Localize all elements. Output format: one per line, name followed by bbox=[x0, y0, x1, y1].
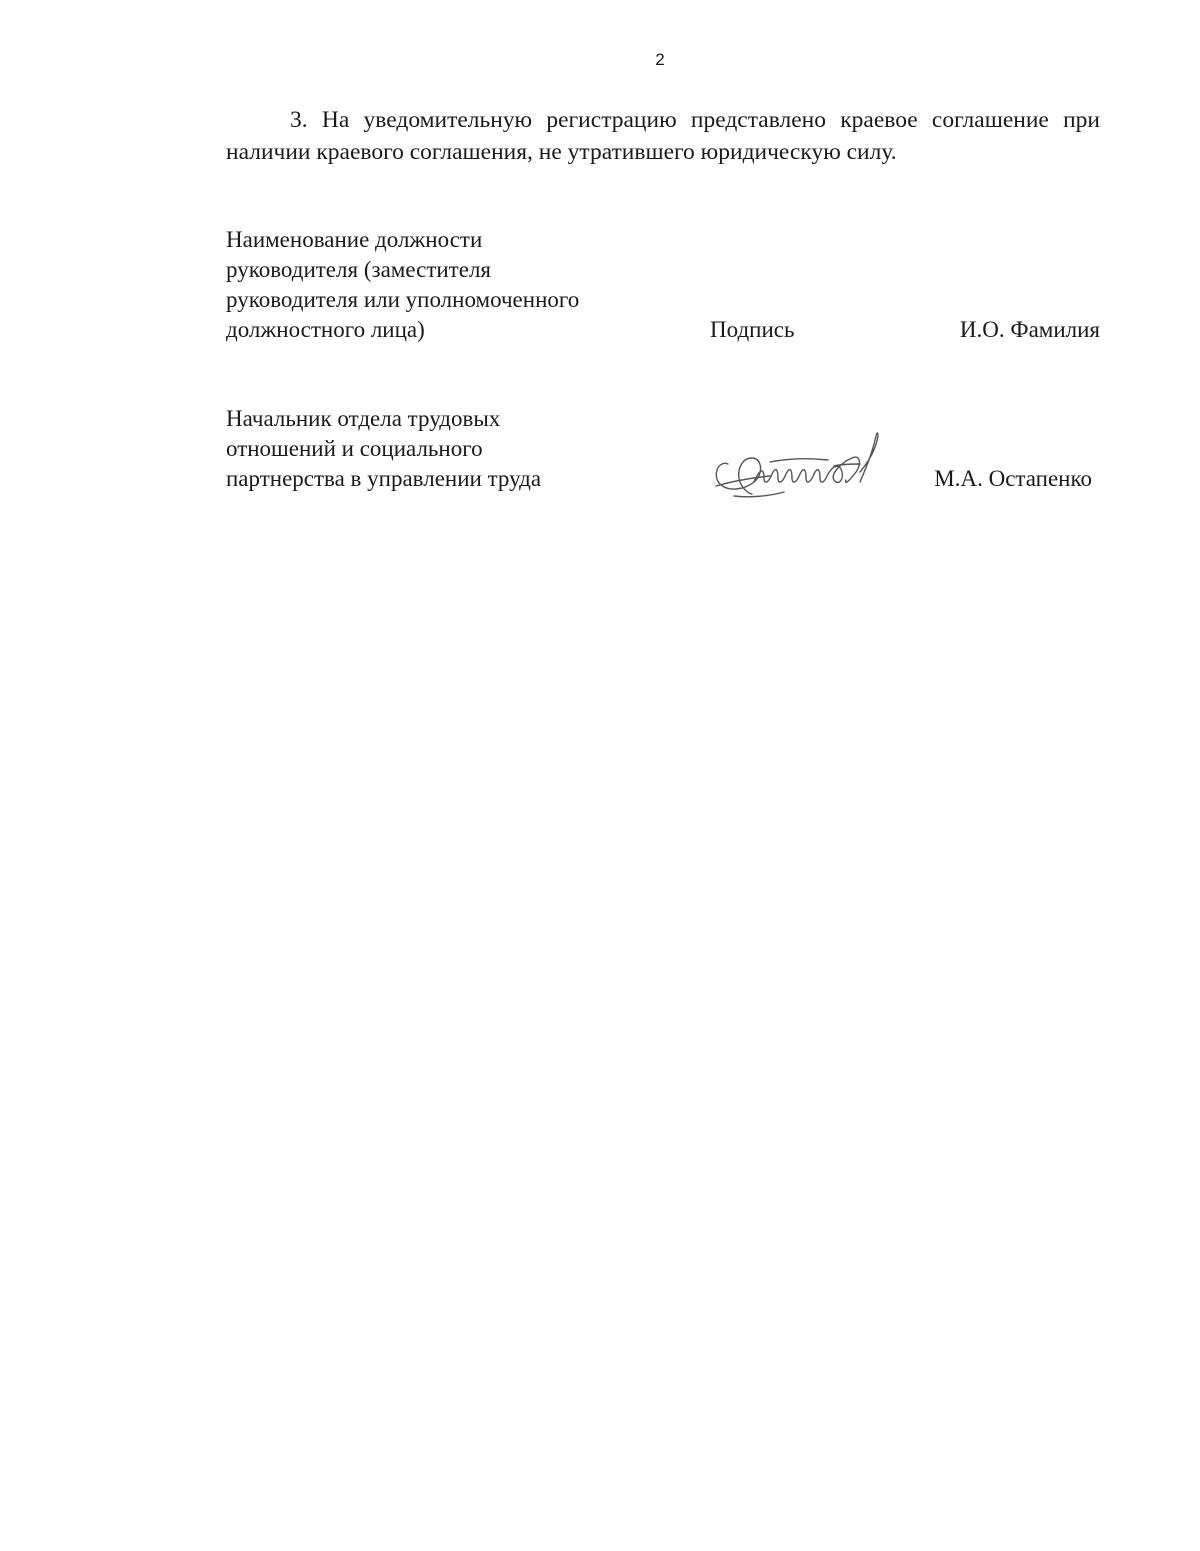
position-title-line: руководителя (заместителя bbox=[226, 257, 491, 282]
position-title-line: Наименование должности bbox=[226, 227, 483, 252]
handwritten-signature-icon bbox=[710, 424, 886, 508]
signature-block-template bbox=[226, 225, 1100, 350]
position-title-line: Начальник отдела трудовых bbox=[226, 406, 501, 431]
position-title bbox=[226, 225, 686, 345]
body-paragraph: 3. На уведомительную регистрацию представлено краевое соглашение при наличии краевого соглашения, не утратившего юридическую силу. bbox=[226, 107, 1100, 165]
signer-name: М.А. Остапенко bbox=[934, 466, 1092, 491]
signature-label: Подпись bbox=[710, 317, 795, 342]
position-title bbox=[226, 404, 686, 494]
position-title-line: должностного лица) bbox=[226, 317, 425, 342]
position-title-line: партнерства в управлении труда bbox=[226, 466, 542, 491]
page-number: 2 bbox=[655, 50, 665, 69]
signature-block-official bbox=[226, 404, 1100, 514]
position-title-line: отношений и социального bbox=[226, 436, 483, 461]
position-title-line: руководителя или уполномоченного bbox=[226, 287, 580, 312]
signer-name: И.О. Фамилия bbox=[959, 317, 1100, 342]
